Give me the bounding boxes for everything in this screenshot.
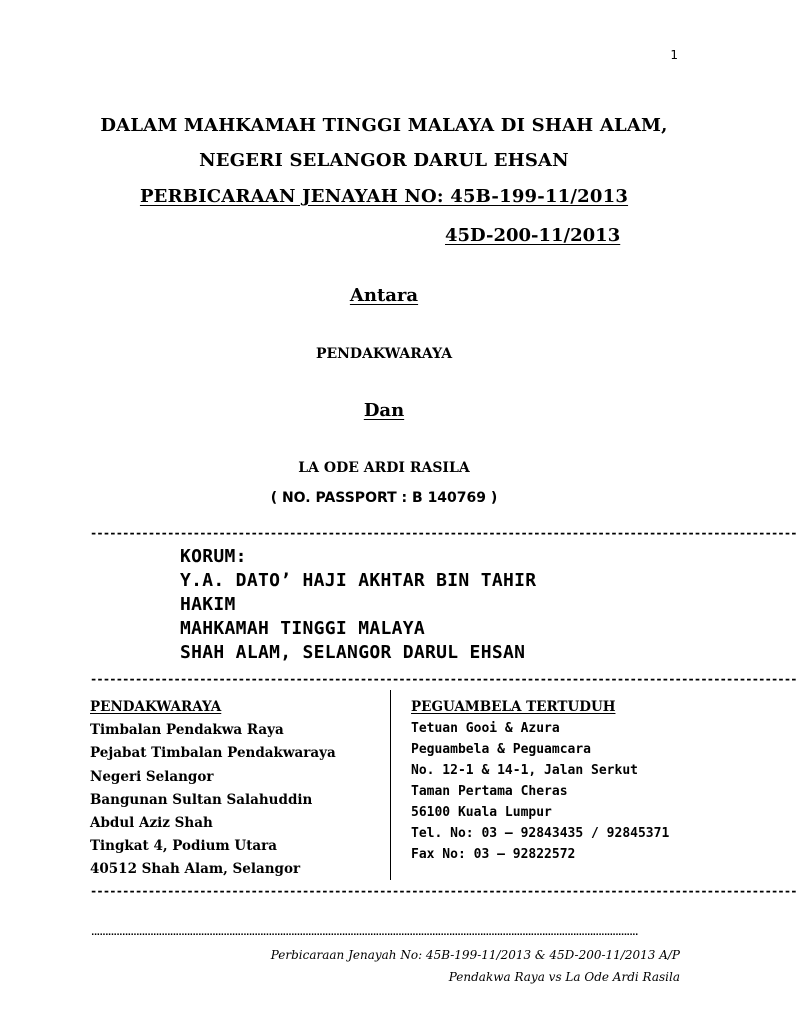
footer-rule: .................................................................................................................................................................................................. bbox=[90, 928, 637, 938]
prosecution-counsel-heading: PENDAKWARAYA bbox=[90, 699, 222, 715]
prosecution-party: PENDAKWARAYA bbox=[315, 346, 453, 362]
defence-counsel-line: Taman Pertama Cheras bbox=[411, 784, 568, 799]
prosecution-counsel-line: Pejabat Timbalan Pendakwaraya bbox=[90, 745, 336, 762]
column-divider bbox=[390, 690, 391, 880]
separator-middle: -------------------------------------------------------------------------------------------------------------- bbox=[90, 672, 797, 686]
footer-line1: Perbicaraan Jenayah No: 45B-199-11/2013 & 45D-200-11/2013 A/P bbox=[270, 948, 680, 962]
defence-counsel-line: 56100 Kuala Lumpur bbox=[411, 805, 552, 820]
defence-counsel-line: Tel. No: 03 – 92843435 / 92845371 bbox=[411, 826, 670, 841]
prosecution-counsel-line: 40512 Shah Alam, Selangor bbox=[90, 861, 301, 878]
accused-name: LA ODE ARDI RASILA bbox=[298, 460, 470, 476]
defence-counsel-line: Tetuan Gooi & Azura bbox=[411, 721, 560, 736]
separator-bottom: -------------------------------------------------------------------------------------------------------------- bbox=[90, 884, 797, 898]
accused-passport: ( NO. PASSPORT : B 140769 ) bbox=[270, 490, 498, 506]
prosecution-counsel-line: Abdul Aziz Shah bbox=[90, 815, 213, 832]
separator-top: -------------------------------------------------------------------------------------------------------------- bbox=[90, 526, 797, 540]
defence-counsel-line: No. 12-1 & 14-1, Jalan Serkut bbox=[411, 763, 638, 778]
case-number-line2: 45D-200-11/2013 bbox=[445, 225, 621, 246]
korum-title: HAKIM bbox=[180, 594, 236, 615]
court-title-line1: DALAM MAHKAMAH TINGGI MALAYA DI SHAH ALAM, bbox=[100, 115, 668, 136]
court-title-line2: NEGERI SELANGOR DARUL EHSAN bbox=[199, 150, 569, 171]
between-label: Antara bbox=[349, 285, 419, 306]
korum-label: KORUM: bbox=[180, 546, 247, 567]
defence-counsel-block bbox=[411, 697, 669, 865]
prosecution-counsel-line: Tingkat 4, Podium Utara bbox=[90, 838, 278, 855]
and-label: Dan bbox=[363, 400, 405, 421]
prosecution-counsel-block bbox=[90, 696, 336, 882]
case-number-line1: PERBICARAAN JENAYAH NO: 45B-199-11/2013 bbox=[139, 186, 629, 207]
defence-counsel-line: Fax No: 03 – 92822572 bbox=[411, 847, 576, 862]
prosecution-counsel-line: Bangunan Sultan Salahuddin bbox=[90, 791, 313, 808]
prosecution-counsel-line: Timbalan Pendakwa Raya bbox=[90, 722, 284, 739]
korum-court: MAHKAMAH TINGGI MALAYA bbox=[180, 618, 426, 639]
footer bbox=[271, 944, 680, 988]
korum-judge: Y.A. DATO’ HAJI AKHTAR BIN TAHIR bbox=[180, 570, 537, 591]
prosecution-counsel-line: Negeri Selangor bbox=[90, 768, 214, 785]
korum-block bbox=[180, 545, 536, 665]
page-number: 1 bbox=[670, 48, 678, 62]
defence-counsel-line: Peguambela & Peguamcara bbox=[411, 742, 592, 757]
defence-counsel-heading: PEGUAMBELA TERTUDUH bbox=[411, 699, 616, 715]
korum-location: SHAH ALAM, SELANGOR DARUL EHSAN bbox=[180, 642, 526, 663]
footer-line2: Pendakwa Raya vs La Ode Ardi Rasila bbox=[448, 970, 680, 984]
